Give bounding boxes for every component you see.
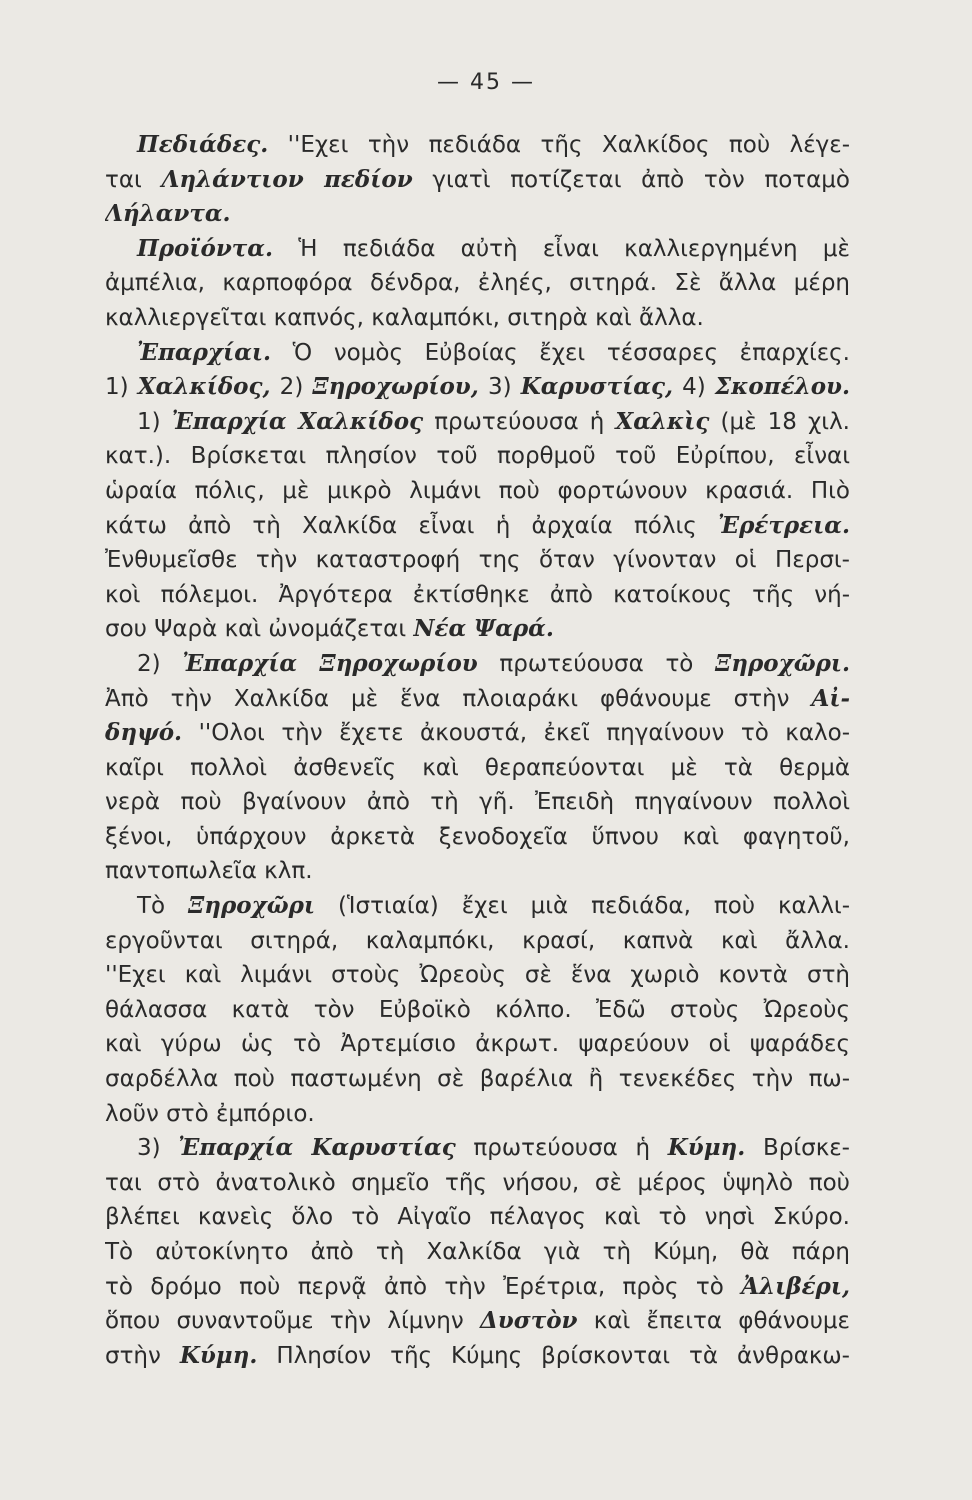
text-segment: ται στὸ ἀνατολικὸ σημεῖο τῆς νήσου, σὲ μέρος ὑψηλὸ ποὺ [105,1169,850,1196]
text-segment: Τὸ [137,893,189,920]
text-segment: σαρδέλλα ποὺ παστωμένη σὲ βαρέλια ἢ τενεκέδες τὴν πω- [105,1066,850,1093]
text-segment: Ἀπὸ τὴν Χαλκίδα μὲ ἕνα πλοιαράκι φθάνουμε στὴν [105,685,812,712]
emphasized-text: Ἀλιβέρι, [741,1272,850,1300]
text-line [105,405,850,440]
text-line [105,716,850,751]
text-line [105,1062,850,1097]
emphasized-text: Νέα Ψαρά. [413,615,554,643]
text-segment: 2) [270,374,313,401]
text-segment: Βρίσκε- [745,1135,850,1162]
emphasized-text: Χαλκὶς [615,407,710,435]
text-segment: κατ.). Βρίσκεται πλησίον τοῦ πορθμοῦ τοῦ Εὐρίπου, εἶναι [105,443,850,470]
text-segment: ται [105,166,162,193]
text-line [105,1097,850,1132]
emphasized-text: Κύμη. [179,1341,258,1369]
text-line [105,474,850,509]
text-line [105,232,850,267]
text-segment: Ἡ πεδιάδα αὐτὴ εἶναι καλλιεργημένη μὲ [272,235,850,262]
text-line [105,682,850,717]
text-line [105,543,850,578]
text-line [105,301,850,336]
text-segment: 1) [137,408,172,435]
text-segment: ἀμπέλια, καρποφόρα δένδρα, ἐληές, σιτηρά. Σὲ ἄλλα μέρη [105,270,850,297]
text-line [105,266,850,301]
text-segment: (μὲ 18 χιλ. [709,408,850,435]
text-line [105,1235,850,1270]
text-segment: νερὰ ποὺ βγαίνουν ἀπὸ τὴ γῆ. Ἐπειδὴ πηγαίνουν πολλοὶ [105,789,850,816]
text-segment: 3) [137,1135,179,1162]
text-line [105,578,850,613]
text-line [105,128,850,163]
text-line [105,439,850,474]
text-segment: τὸ δρόμο ποὺ περνᾷ ἀπὸ τὴν Ἐρέτρια, πρὸς τὸ [105,1273,742,1300]
text-line [105,509,850,544]
text-segment: κάτω ἀπὸ τὴ Χαλκίδα εἶναι ἡ ἀρχαία πόλις [105,512,719,539]
emphasized-text: Ξηροχῶρι [188,892,315,920]
text-segment: λοῦν στὸ ἐμπόριο. [105,1100,315,1127]
text-segment: σου Ψαρὰ καὶ ὠνομάζεται [105,616,414,643]
emphasized-text: Ἐπαρχία Ξηροχωρίου [182,649,478,677]
text-segment: ''Ολοι τὴν ἔχετε ἀκουστά, ἐκεῖ πηγαίνουν τὸ καλο- [182,720,850,747]
body-text [105,128,850,1373]
text-segment: στὴν [105,1342,180,1369]
emphasized-text: Σκοπέλου. [714,373,850,401]
emphasized-text: Ἐπαρχία Καρυστίας [178,1134,456,1162]
text-segment: Τὸ αὐτοκίνητο ἀπὸ τὴ Χαλκίδα γιὰ τὴ Κύμη, θὰ πάρη [105,1239,850,1265]
emphasized-text: Ληλάντιον πεδίον [161,165,413,193]
text-line [105,336,850,371]
emphasized-text: Ξηροχῶρι. [715,649,850,677]
text-line [105,924,850,959]
text-segment: ὅπου συναντοῦμε τὴν λίμνην [105,1308,480,1335]
emphasized-text: δηψό. [105,719,183,747]
emphasized-text: Ἐρέτρεια. [718,511,850,539]
text-segment: 1) [105,374,138,401]
text-line [105,1270,850,1305]
text-segment: 2) [137,650,183,677]
text-segment: καῖρι πολλοὶ ἀσθενεῖς καὶ θεραπεύονται μὲ τὰ θερμὰ [105,754,850,781]
text-line [105,1304,850,1339]
emphasized-text: Λήλαντα. [105,200,231,228]
text-segment: εργοῦνται σιτηρά, καλαμπόκι, κρασί, καπνὰ καὶ ἄλλα. [105,927,850,954]
text-line [105,197,850,232]
text-line [105,1200,850,1235]
text-line [105,854,850,889]
text-segment: καὶ ἔπειτα φθάνουμε [577,1308,850,1335]
text-segment: πρωτεύουσα ἡ [423,408,616,435]
text-line [105,1027,850,1062]
text-line [105,820,850,855]
text-segment: Ἐνθυμεῖσθε τὴν καταστροφή της ὅταν γίνονταν οἱ Περσι- [105,547,850,574]
text-segment: θάλασσα κατὰ τὸν Εὐβοϊκὸ κόλπο. Ἐδῶ στοὺς Ὠρεοὺς [105,996,850,1023]
emphasized-text: Προϊόντα. [137,234,273,262]
text-segment: ''Εχει τὴν πεδιάδα τῆς Χαλκίδος ποὺ λέγε- [268,132,850,158]
emphasized-text: Πεδιάδες. [137,131,269,158]
emphasized-text: Ἐπαρχία Χαλκίδος [171,407,424,435]
text-line [105,889,850,924]
text-segment: πρωτεύουσα ἡ [455,1135,668,1162]
emphasized-text: Κύμη. [667,1134,746,1162]
page-number: — 45 — [437,70,535,95]
emphasized-text: Χαλκίδος, [137,373,271,401]
text-segment: βλέπει κανεὶς ὅλο τὸ Αἰγαῖο πέλαγος καὶ τὸ νησὶ Σκύρο. [105,1204,850,1231]
emphasized-text: Ξηροχωρίου, [312,373,479,401]
text-line [105,163,850,198]
text-line [105,751,850,786]
text-line [105,647,850,682]
text-segment: καὶ γύρω ὡς τὸ Ἀρτεμίσιο ἀκρωτ. ψαρεύουν οἱ ψαράδες [105,1031,850,1058]
text-segment: 3) [478,374,521,401]
text-line [105,1166,850,1201]
text-segment: ξένοι, ὑπάρχουν ἀρκετὰ ξενοδοχεῖα ὕπνου καὶ φαγητοῦ, [105,823,850,850]
text-line [105,958,850,993]
text-line [105,993,850,1028]
text-line [105,612,850,647]
text-line [105,1339,850,1374]
text-segment: κοὶ πόλεμοι. Ἀργότερα ἐκτίσθηκε ἀπὸ κατοίκους τῆς νή- [105,581,850,608]
text-line [105,1131,850,1166]
emphasized-text: Δυστὸν [479,1307,578,1335]
text-segment: καλλιεργεῖται καπνός, καλαμπόκι, σιτηρὰ καὶ ἄλλα. [105,304,704,331]
text-segment: ''Εχει καὶ λιμάνι στοὺς Ὠρεοὺς σὲ ἕνα χωριὸ κοντὰ στὴ [105,962,850,989]
emphasized-text: Αἰ- [811,684,850,712]
text-segment: παντοπωλεῖα κλπ. [105,858,313,885]
text-segment: γιατὶ ποτίζεται ἀπὸ τὸν ποταμὸ [412,166,850,193]
text-segment: πρωτεύουσα τὸ [477,650,716,677]
text-line [105,785,850,820]
text-segment: Ὁ νομὸς Εὐβοίας ἔχει τέσσαρες ἐπαρχίες. [271,339,850,366]
text-segment: 4) [672,374,715,401]
text-segment: (Ἱστιαία) ἔχει μιὰ πεδιάδα, ποὺ καλλι- [315,893,850,920]
text-line [105,370,850,405]
emphasized-text: Καρυστίας, [520,373,673,401]
text-segment: ὡραία πόλις, μὲ μικρὸ λιμάνι ποὺ φορτώνουν κρασιά. Πιὸ [105,477,850,504]
text-segment: Πλησίον τῆς Κύμης βρίσκονται τὰ ἀνθρακω- [257,1342,850,1369]
emphasized-text: Ἐπαρχίαι. [137,338,272,366]
